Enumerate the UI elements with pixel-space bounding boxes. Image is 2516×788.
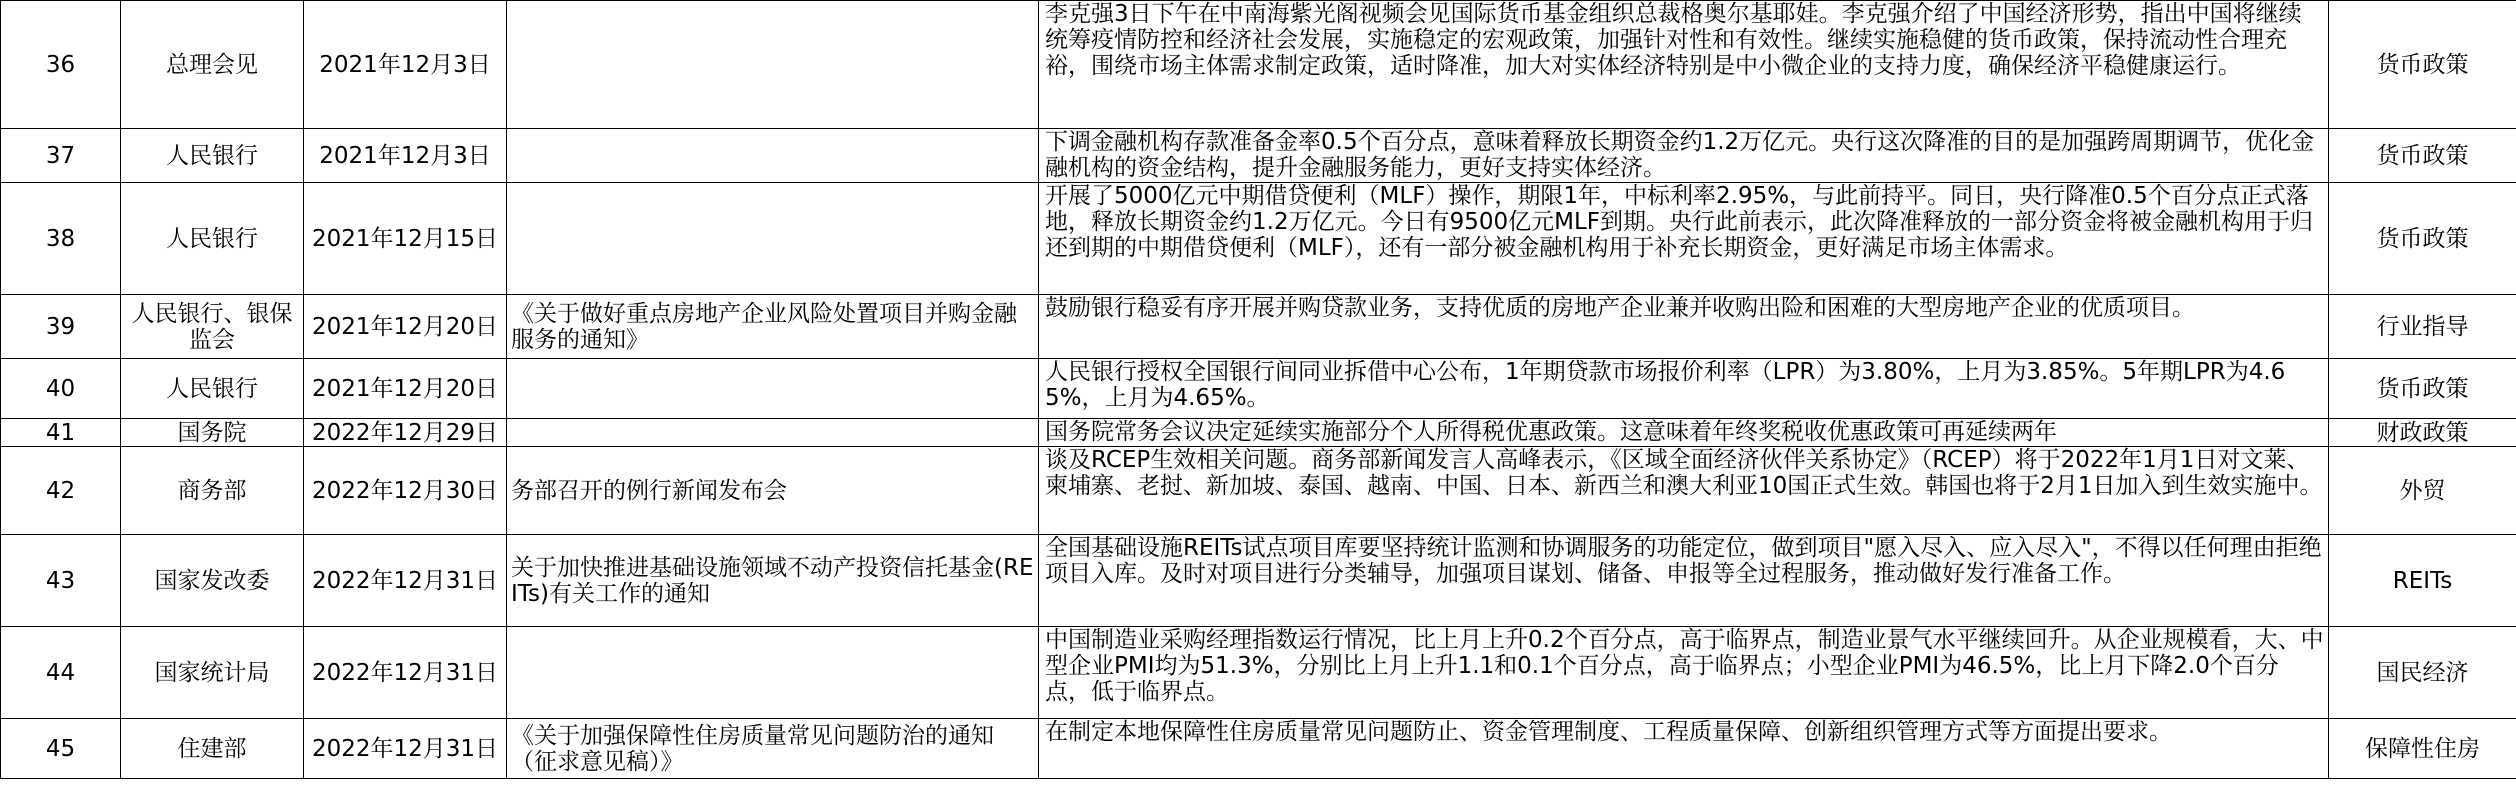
policy-category: 行业指导	[2329, 295, 2516, 359]
issue-date: 2022年12月31日	[304, 535, 507, 627]
table-row	[1, 295, 2516, 359]
table-row	[1, 447, 2516, 535]
issuing-org: 人民银行	[121, 129, 304, 183]
table-row	[1, 129, 2516, 183]
policy-content: 国务院常务会议决定延续实施部分个人所得税优惠政策。这意味着年终奖税收优惠政策可再延续两年	[1039, 419, 2329, 447]
table-row	[1, 535, 2516, 627]
row-number: 41	[1, 419, 121, 447]
row-number: 36	[1, 1, 121, 129]
issuing-org: 人民银行	[121, 183, 304, 295]
table-row	[1, 719, 2516, 779]
policy-category: 货币政策	[2329, 183, 2516, 295]
issue-date: 2021年12月20日	[304, 295, 507, 359]
document-title	[507, 419, 1039, 447]
policy-category: 货币政策	[2329, 1, 2516, 129]
row-number: 45	[1, 719, 121, 779]
policy-category: 保障性住房	[2329, 719, 2516, 779]
policy-content: 开展了5000亿元中期借贷便利（MLF）操作，期限1年，中标利率2.95%，与此前持平。同日，央行降准0.5个百分点正式落地，释放长期资金约1.2万亿元。今日有9500亿元MLF到期。央行此前表示，此次降准释放的一部分资金将被金融机构用于归还到期的中期借贷便利（MLF），还有一部分被金融机构用于补充长期资金，更好满足市场主体需求。	[1039, 183, 2329, 295]
issuing-org: 人民银行	[121, 359, 304, 419]
row-number: 37	[1, 129, 121, 183]
policy-content: 下调金融机构存款准备金率0.5个百分点，意味着释放长期资金约1.2万亿元。央行这次降准的目的是加强跨周期调节，优化金融机构的资金结构，提升金融服务能力，更好支持实体经济。	[1039, 129, 2329, 183]
row-number: 40	[1, 359, 121, 419]
document-title	[507, 183, 1039, 295]
table-row	[1, 419, 2516, 447]
issuing-org: 人民银行、银保监会	[121, 295, 304, 359]
policy-content: 全国基础设施REITs试点项目库要坚持统计监测和协调服务的功能定位，做到项目"愿入尽入、应入尽入"，不得以任何理由拒绝项目入库。及时对项目进行分类辅导，加强项目谋划、储备、申报等全过程服务，推动做好发行准备工作。	[1039, 535, 2329, 627]
issue-date: 2022年12月31日	[304, 719, 507, 779]
policy-content: 鼓励银行稳妥有序开展并购贷款业务，支持优质的房地产企业兼并收购出险和困难的大型房地产企业的优质项目。	[1039, 295, 2329, 359]
table-row	[1, 183, 2516, 295]
policy-category: REITs	[2329, 535, 2516, 627]
row-number: 43	[1, 535, 121, 627]
document-title: 《关于做好重点房地产企业风险处置项目并购金融服务的通知》	[507, 295, 1039, 359]
issue-date: 2022年12月29日	[304, 419, 507, 447]
issue-date: 2021年12月20日	[304, 359, 507, 419]
issuing-org: 总理会见	[121, 1, 304, 129]
document-title	[507, 359, 1039, 419]
table-body	[1, 1, 2516, 779]
policy-category: 货币政策	[2329, 129, 2516, 183]
issue-date: 2021年12月3日	[304, 129, 507, 183]
table-row	[1, 1, 2516, 129]
policy-category: 国民经济	[2329, 627, 2516, 719]
table-row	[1, 627, 2516, 719]
document-title	[507, 1, 1039, 129]
issue-date: 2021年12月15日	[304, 183, 507, 295]
issue-date: 2021年12月3日	[304, 1, 507, 129]
policy-category: 财政政策	[2329, 419, 2516, 447]
policy-category: 货币政策	[2329, 359, 2516, 419]
row-number: 42	[1, 447, 121, 535]
policy-content: 人民银行授权全国银行间同业拆借中心公布，1年期贷款市场报价利率（LPR）为3.80%，上月为3.85%。5年期LPR为4.65%，上月为4.65%。	[1039, 359, 2329, 419]
issuing-org: 住建部	[121, 719, 304, 779]
row-number: 38	[1, 183, 121, 295]
issue-date: 2022年12月31日	[304, 627, 507, 719]
issuing-org: 商务部	[121, 447, 304, 535]
policy-content: 中国制造业采购经理指数运行情况，比上月上升0.2个百分点，高于临界点，制造业景气水平继续回升。从企业规模看，大、中型企业PMI均为51.3%，分别比上月上升1.1和0.1个百分点，高于临界点；小型企业PMI为46.5%，比上月下降2.0个百分点，低于临界点。	[1039, 627, 2329, 719]
document-title: 《关于加强保障性住房质量常见问题防治的通知（征求意见稿）》	[507, 719, 1039, 779]
policy-category: 外贸	[2329, 447, 2516, 535]
issuing-org: 国家统计局	[121, 627, 304, 719]
document-title	[507, 627, 1039, 719]
table-row	[1, 359, 2516, 419]
row-number: 39	[1, 295, 121, 359]
document-title: 关于加快推进基础设施领域不动产投资信托基金(REITs)有关工作的通知	[507, 535, 1039, 627]
policy-content: 李克强3日下午在中南海紫光阁视频会见国际货币基金组织总裁格奥尔基耶娃。李克强介绍了中国经济形势，指出中国将继续统筹疫情防控和经济社会发展，实施稳定的宏观政策，加强针对性和有效性。继续实施稳健的货币政策，保持流动性合理充裕，围绕市场主体需求制定政策，适时降准，加大对实体经济特别是中小微企业的支持力度，确保经济平稳健康运行。	[1039, 1, 2329, 129]
issuing-org: 国务院	[121, 419, 304, 447]
policy-content: 在制定本地保障性住房质量常见问题防止、资金管理制度、工程质量保障、创新组织管理方式等方面提出要求。	[1039, 719, 2329, 779]
policy-content: 谈及RCEP生效相关问题。商务部新闻发言人高峰表示，《区域全面经济伙伴关系协定》（RCEP）将于2022年1月1日对文莱、柬埔寨、老挝、新加坡、泰国、越南、中国、日本、新西兰和澳大利亚10国正式生效。韩国也将于2月1日加入到生效实施中。	[1039, 447, 2329, 535]
document-title: 务部召开的例行新闻发布会	[507, 447, 1039, 535]
row-number: 44	[1, 627, 121, 719]
issue-date: 2022年12月30日	[304, 447, 507, 535]
issuing-org: 国家发改委	[121, 535, 304, 627]
document-title	[507, 129, 1039, 183]
